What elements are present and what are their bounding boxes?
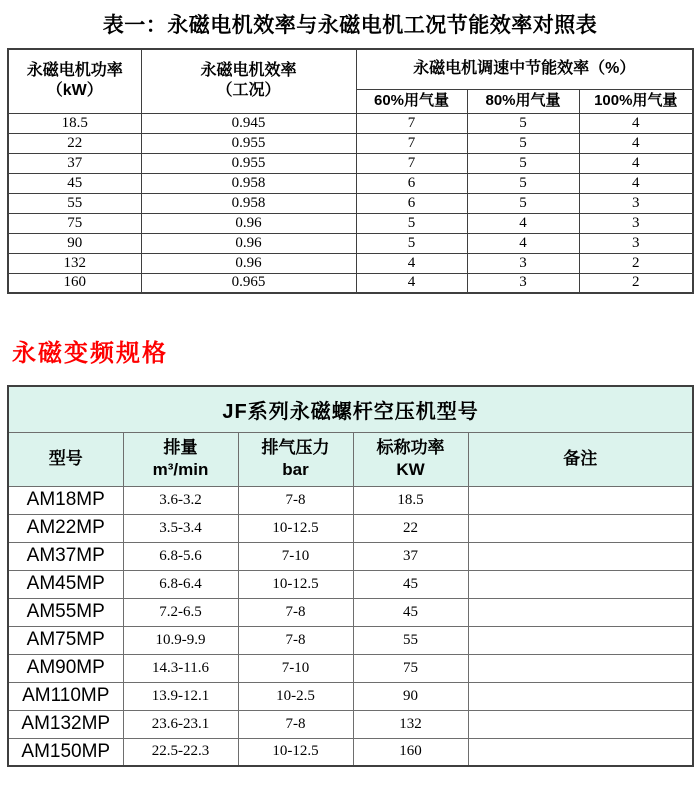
motor-efficiency-table (7, 48, 694, 294)
table-cell: 10-12.5 (238, 570, 353, 598)
table-cell (468, 570, 693, 598)
table-cell: 18.5 (8, 113, 141, 133)
table-cell: 3 (579, 213, 693, 233)
table-cell: 4 (579, 113, 693, 133)
table-cell: 3 (467, 253, 579, 273)
table-cell: 22.5-22.3 (123, 738, 238, 766)
table-cell: 7-8 (238, 598, 353, 626)
header-displacement (123, 432, 238, 486)
table-cell: 10-2.5 (238, 682, 353, 710)
table-row (8, 598, 693, 626)
table-cell: 7 (356, 153, 467, 173)
table-row (8, 682, 693, 710)
table-row (8, 486, 693, 514)
table-cell: 0.96 (141, 253, 356, 273)
table-cell: 7 (356, 113, 467, 133)
table-cell: 160 (353, 738, 468, 766)
table-cell: 0.955 (141, 153, 356, 173)
table-cell: 6 (356, 193, 467, 213)
table-cell: 55 (8, 193, 141, 213)
table-cell: 7-10 (238, 542, 353, 570)
header-usage-60: 60%用气量 (356, 89, 467, 113)
table-cell: 4 (467, 233, 579, 253)
table-cell: AM150MP (8, 738, 123, 766)
table-cell: 4 (356, 253, 467, 273)
table-cell: 0.955 (141, 133, 356, 153)
table-cell: 3 (467, 273, 579, 293)
table-row (8, 213, 693, 233)
table-cell: 6.8-6.4 (123, 570, 238, 598)
header-pressure-label: 排气压力 (261, 438, 330, 457)
table-row (8, 153, 693, 173)
header-pressure-unit: bar (282, 460, 309, 479)
table-cell: 0.958 (141, 173, 356, 193)
table-cell (468, 682, 693, 710)
table-cell (468, 598, 693, 626)
table-cell: 4 (579, 153, 693, 173)
table-cell: 0.945 (141, 113, 356, 133)
table-row (8, 173, 693, 193)
table-banner-row (8, 386, 693, 432)
table-cell: 5 (467, 133, 579, 153)
table-cell: 5 (356, 213, 467, 233)
table-row (8, 542, 693, 570)
table-cell: 45 (8, 173, 141, 193)
table-row (8, 233, 693, 253)
table-cell: 14.3-11.6 (123, 654, 238, 682)
table-cell (468, 626, 693, 654)
header-motor-power (8, 49, 141, 113)
header-motor-efficiency-unit: （工况） (216, 82, 281, 100)
header-displacement-unit: m³/min (152, 460, 209, 479)
table-cell (468, 738, 693, 766)
table-cell: 7.2-6.5 (123, 598, 238, 626)
table-cell: 7-8 (238, 626, 353, 654)
table-cell: 37 (8, 153, 141, 173)
table-cell: 0.96 (141, 233, 356, 253)
table-banner: JF系列永磁螺杆空压机型号 (8, 386, 693, 432)
header-rated-power-unit: KW (396, 460, 425, 479)
table-cell: 4 (579, 173, 693, 193)
table-cell: 7-8 (238, 710, 353, 738)
table-cell: 132 (8, 253, 141, 273)
table-cell: 13.9-12.1 (123, 682, 238, 710)
table-cell: 3.6-3.2 (123, 486, 238, 514)
table-row (8, 253, 693, 273)
table-cell: 0.965 (141, 273, 356, 293)
table-cell (468, 486, 693, 514)
table-cell: 0.958 (141, 193, 356, 213)
table-cell: 37 (353, 542, 468, 570)
table-row (8, 654, 693, 682)
table-cell: 5 (467, 173, 579, 193)
page-title: 表一：永磁电机效率与永磁电机工况节能效率对照表 (102, 14, 598, 37)
table-cell (468, 514, 693, 542)
table-cell: 3 (579, 193, 693, 213)
table-cell: AM22MP (8, 514, 123, 542)
table-header-row (8, 49, 693, 89)
table-cell: 4 (579, 133, 693, 153)
table-cell: 4 (467, 213, 579, 233)
table-cell: 10.9-9.9 (123, 626, 238, 654)
table-cell: 75 (353, 654, 468, 682)
table-cell: 7 (356, 133, 467, 153)
table-row (8, 193, 693, 213)
header-saving-group: 永磁电机调速中节能效率（%） (356, 49, 693, 89)
table-row (8, 113, 693, 133)
table-row (8, 626, 693, 654)
table-cell: 5 (356, 233, 467, 253)
table-cell: 6.8-5.6 (123, 542, 238, 570)
table-cell: 7-8 (238, 486, 353, 514)
header-motor-power-unit: （kW） (46, 82, 103, 100)
table-row (8, 514, 693, 542)
table-cell (468, 654, 693, 682)
table-cell: 22 (8, 133, 141, 153)
table-cell: 22 (353, 514, 468, 542)
table-cell: 5 (467, 153, 579, 173)
table-cell: 3.5-3.4 (123, 514, 238, 542)
table-cell: 10-12.5 (238, 514, 353, 542)
header-rated-power (353, 432, 468, 486)
table-cell: 18.5 (353, 486, 468, 514)
table-cell: 132 (353, 710, 468, 738)
header-remark: 备注 (468, 432, 693, 486)
table-cell: 160 (8, 273, 141, 293)
table-cell: AM132MP (8, 710, 123, 738)
header-pressure (238, 432, 353, 486)
table-cell: 45 (353, 570, 468, 598)
table-cell: AM90MP (8, 654, 123, 682)
table-body (8, 113, 693, 293)
table-cell: AM37MP (8, 542, 123, 570)
table-row (8, 738, 693, 766)
header-motor-power-label: 永磁电机功率 (26, 62, 123, 80)
table-cell: 90 (353, 682, 468, 710)
table-cell: 5 (467, 113, 579, 133)
table-cell: 7-10 (238, 654, 353, 682)
table-cell: AM45MP (8, 570, 123, 598)
table-cell: 90 (8, 233, 141, 253)
table-row (8, 133, 693, 153)
header-motor-efficiency (141, 49, 356, 113)
table-cell: 2 (579, 253, 693, 273)
header-model: 型号 (8, 432, 123, 486)
table-cell: 4 (356, 273, 467, 293)
header-rated-power-label: 标称功率 (376, 438, 445, 457)
header-usage-100: 100%用气量 (579, 89, 693, 113)
table-cell: 5 (467, 193, 579, 213)
table-cell: 75 (8, 213, 141, 233)
compressor-models-table (7, 385, 694, 767)
table-cell: AM75MP (8, 626, 123, 654)
header-motor-efficiency-label: 永磁电机效率 (200, 62, 297, 80)
table-row (8, 710, 693, 738)
header-displacement-label: 排量 (163, 438, 198, 457)
table-cell: AM55MP (8, 598, 123, 626)
section-heading: 永磁变频规格 (12, 340, 168, 367)
table-cell: 55 (353, 626, 468, 654)
table-header-row (8, 432, 693, 486)
table-cell: 2 (579, 273, 693, 293)
table-cell: AM18MP (8, 486, 123, 514)
table-cell: 10-12.5 (238, 738, 353, 766)
table-cell: 45 (353, 598, 468, 626)
header-usage-80: 80%用气量 (467, 89, 579, 113)
table-body (8, 486, 693, 766)
table-row (8, 570, 693, 598)
table-cell: 3 (579, 233, 693, 253)
table-row (8, 273, 693, 293)
table-cell: AM110MP (8, 682, 123, 710)
table-cell: 23.6-23.1 (123, 710, 238, 738)
table-cell: 6 (356, 173, 467, 193)
table-cell (468, 710, 693, 738)
table-cell: 0.96 (141, 213, 356, 233)
table-cell (468, 542, 693, 570)
